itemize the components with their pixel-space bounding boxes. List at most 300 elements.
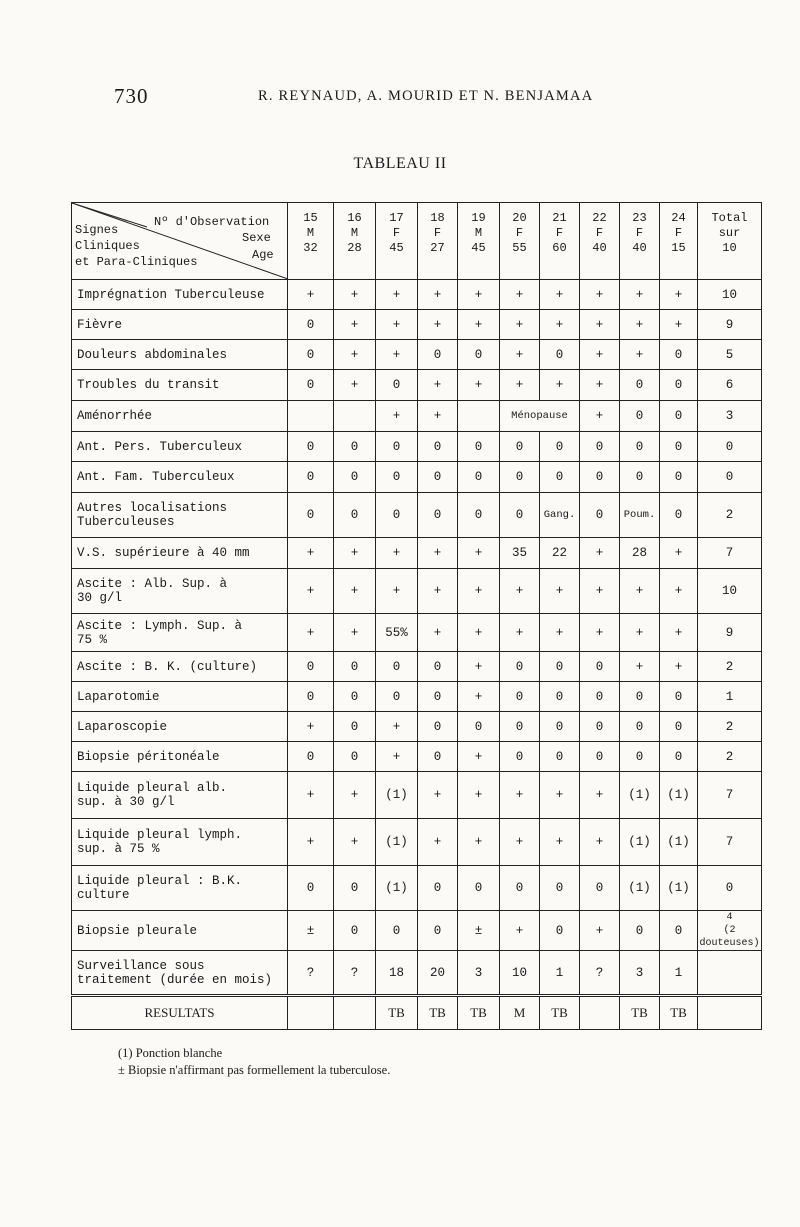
obs-number: 16 (347, 211, 362, 225)
row-label: Fièvre (72, 310, 288, 340)
table-cell: 0 (500, 712, 540, 742)
corner-para-label: et Para-Cliniques (75, 255, 198, 269)
table-cell: 0 (458, 462, 500, 493)
table-cell: 20 (418, 951, 458, 996)
total-header: Total sur 10 (698, 203, 762, 280)
obs-col-header (540, 203, 580, 280)
row-label: Autres localisations Tuberculeuses (72, 493, 288, 538)
table-cell: 0 (376, 652, 418, 682)
table-cell: 0 (376, 911, 418, 951)
row-label: Biopsie péritonéale (72, 742, 288, 772)
table-cell: + (418, 614, 458, 652)
table-cell: + (540, 819, 580, 866)
obs-col-header (418, 203, 458, 280)
row-label: Aménorrhée (72, 401, 288, 432)
obs-sexe: F (595, 226, 604, 240)
obs-col-header (620, 203, 660, 280)
table-cell: + (458, 370, 500, 401)
table-cell: + (500, 280, 540, 310)
table-cell: + (580, 370, 620, 401)
result-cell (288, 996, 334, 1030)
table-cell: (1) (620, 866, 660, 911)
table-cell: 0 (660, 370, 698, 401)
table-cell: + (500, 772, 540, 819)
table-cell: + (458, 280, 500, 310)
table-cell: + (500, 340, 540, 370)
table-cell: 0 (418, 682, 458, 712)
row-total: 0 (698, 866, 762, 911)
row-total: 1 (698, 682, 762, 712)
table-cell: 0 (620, 401, 660, 432)
table-row (72, 310, 762, 340)
table-cell: 0 (540, 462, 580, 493)
table-cell: (1) (660, 866, 698, 911)
table-cell: + (540, 569, 580, 614)
row-total: 2 (698, 742, 762, 772)
table-cell: ? (580, 951, 620, 996)
table-cell: + (500, 614, 540, 652)
table-cell: 10 (500, 951, 540, 996)
table-cell: Poum. (620, 493, 660, 538)
table-cell: 0 (288, 493, 334, 538)
table-cell: 3 (620, 951, 660, 996)
table-cell: + (620, 614, 660, 652)
table-cell: + (334, 819, 376, 866)
result-cell: M (500, 996, 540, 1030)
table-cell: + (458, 652, 500, 682)
table-cell: + (288, 772, 334, 819)
table-cell: 0 (288, 652, 334, 682)
table-cell: 0 (376, 493, 418, 538)
table-cell: + (620, 280, 660, 310)
obs-col-header (660, 203, 698, 280)
table-cell (334, 401, 376, 432)
table-cell: Ménopause (500, 401, 580, 432)
obs-age: 40 (632, 241, 647, 255)
obs-number: 20 (512, 211, 527, 225)
table-cell: 0 (580, 493, 620, 538)
table-cell: + (458, 819, 500, 866)
table-cell: 0 (540, 911, 580, 951)
table-cell: + (580, 401, 620, 432)
table-cell: (1) (376, 772, 418, 819)
table-cell: + (288, 614, 334, 652)
table-cell: 0 (580, 462, 620, 493)
obs-age: 40 (592, 241, 607, 255)
table-cell: + (334, 538, 376, 569)
table-cell: 0 (540, 652, 580, 682)
table-cell: 0 (288, 310, 334, 340)
corner-cliniques-label: Cliniques (75, 239, 140, 253)
table-cell: + (660, 538, 698, 569)
row-total: 6 (698, 370, 762, 401)
table-cell: 0 (620, 742, 660, 772)
row-label: Douleurs abdominales (72, 340, 288, 370)
table-row (72, 462, 762, 493)
row-total: 2 (698, 712, 762, 742)
table-cell: Gang. (540, 493, 580, 538)
table-cell: + (458, 742, 500, 772)
row-label: Biopsie pleurale (72, 911, 288, 951)
table-cell: 0 (376, 682, 418, 712)
table-cell: + (580, 819, 620, 866)
table-cell: 0 (418, 742, 458, 772)
table-row (72, 280, 762, 310)
table-cell: + (376, 742, 418, 772)
row-total: 7 (698, 819, 762, 866)
obs-sexe: F (674, 226, 683, 240)
corner-observation-label: Nº d'Observation (154, 215, 270, 229)
table-cell: + (660, 614, 698, 652)
table-cell: 0 (660, 712, 698, 742)
table-cell: (1) (660, 819, 698, 866)
results-row (72, 996, 762, 1030)
table-cell: + (660, 310, 698, 340)
table-cell: 0 (540, 682, 580, 712)
table-cell: 0 (500, 742, 540, 772)
table-cell: + (376, 340, 418, 370)
row-label: Laparotomie (72, 682, 288, 712)
table-cell: 0 (288, 370, 334, 401)
table-cell: + (458, 772, 500, 819)
table-cell: + (580, 310, 620, 340)
obs-col-header (458, 203, 500, 280)
table-cell: ± (288, 911, 334, 951)
table-cell: 0 (660, 682, 698, 712)
table-cell: 0 (580, 652, 620, 682)
table-cell: 1 (540, 951, 580, 996)
table-cell: 0 (580, 432, 620, 462)
obs-number: 18 (430, 211, 445, 225)
table-cell: 0 (458, 340, 500, 370)
table-cell: + (458, 614, 500, 652)
results-label: RESULTATS (72, 996, 288, 1030)
table-cell: 0 (620, 682, 660, 712)
table-cell: 0 (500, 462, 540, 493)
table-cell: 0 (620, 432, 660, 462)
table-cell: + (540, 614, 580, 652)
table-cell: 0 (334, 712, 376, 742)
table-cell: 0 (500, 866, 540, 911)
row-total: 4 (2 douteuses) (699, 912, 760, 949)
corner-header (72, 203, 288, 280)
table-cell: 0 (334, 682, 376, 712)
corner-sexe-label: Sexe (242, 231, 271, 245)
obs-col-header (376, 203, 418, 280)
obs-number: 15 (303, 211, 318, 225)
table-cell: 22 (540, 538, 580, 569)
table-cell: + (376, 280, 418, 310)
table-cell: + (418, 370, 458, 401)
table-cell: 0 (660, 462, 698, 493)
footnotes (118, 1045, 390, 1079)
table-cell: + (540, 370, 580, 401)
result-cell: TB (660, 996, 698, 1030)
table-cell: 0 (418, 652, 458, 682)
table-cell: 0 (620, 911, 660, 951)
row-total (698, 951, 762, 996)
table-cell: + (376, 569, 418, 614)
table-cell: 0 (620, 370, 660, 401)
table-cell: + (540, 310, 580, 340)
table-cell: + (288, 280, 334, 310)
obs-sexe: F (515, 226, 524, 240)
obs-age: 28 (347, 241, 362, 255)
row-label: Ascite : B. K. (culture) (72, 652, 288, 682)
table-cell: + (288, 569, 334, 614)
obs-number: 17 (389, 211, 404, 225)
table-cell: + (458, 538, 500, 569)
row-total: 3 (698, 401, 762, 432)
table-body (72, 280, 762, 1030)
table-row (72, 772, 762, 819)
obs-age: 45 (471, 241, 486, 255)
table-cell: + (620, 652, 660, 682)
table-cell: 0 (334, 911, 376, 951)
obs-number: 23 (632, 211, 647, 225)
table-cell: + (418, 772, 458, 819)
table-cell: + (580, 538, 620, 569)
obs-age: 15 (671, 241, 686, 255)
result-cell: TB (376, 996, 418, 1030)
table-title: TABLEAU II (353, 155, 447, 172)
row-total: 9 (698, 614, 762, 652)
obs-number: 24 (671, 211, 686, 225)
table-row (72, 401, 762, 432)
table-cell (458, 401, 500, 432)
table-cell: 0 (660, 742, 698, 772)
table-cell: 0 (580, 682, 620, 712)
table-row (72, 370, 762, 401)
table-cell: 0 (500, 682, 540, 712)
page-number: 730 (114, 84, 149, 108)
table-cell: 0 (288, 432, 334, 462)
table-cell: + (500, 911, 540, 951)
table-cell: 0 (418, 866, 458, 911)
table-cell: 0 (540, 340, 580, 370)
table-cell: + (580, 340, 620, 370)
table-cell: + (620, 569, 660, 614)
obs-col-header (500, 203, 540, 280)
table-cell: 0 (334, 652, 376, 682)
table-cell: (1) (620, 819, 660, 866)
table-cell: 0 (418, 493, 458, 538)
table-cell: 3 (458, 951, 500, 996)
table-cell: + (334, 340, 376, 370)
table-cell: + (418, 569, 458, 614)
table-cell: 0 (418, 911, 458, 951)
table-cell: 0 (458, 432, 500, 462)
table-cell: + (580, 614, 620, 652)
table-cell: + (500, 370, 540, 401)
table-cell: + (376, 712, 418, 742)
header-row (72, 203, 762, 280)
table-cell: + (620, 340, 660, 370)
table-cell: 0 (334, 493, 376, 538)
running-head: R. REYNAUD, A. MOURID ET N. BENJAMAA (258, 88, 594, 104)
obs-age: 55 (512, 241, 527, 255)
table-cell: + (334, 280, 376, 310)
result-cell: TB (418, 996, 458, 1030)
obs-age: 27 (430, 241, 445, 255)
table-cell: 18 (376, 951, 418, 996)
obs-number: 22 (592, 211, 607, 225)
table-cell: + (376, 538, 418, 569)
table-row (72, 819, 762, 866)
table-cell: + (376, 310, 418, 340)
table-cell: + (660, 280, 698, 310)
obs-sexe: M (350, 226, 359, 240)
table-cell: + (334, 569, 376, 614)
footnote-1: (1) Ponction blanche (118, 1046, 223, 1060)
table-cell: 0 (288, 682, 334, 712)
table-cell (288, 401, 334, 432)
table-cell: 0 (418, 340, 458, 370)
table-cell: + (334, 310, 376, 340)
table-cell: + (458, 310, 500, 340)
table-cell: 0 (580, 712, 620, 742)
table-cell: + (458, 682, 500, 712)
table-cell: + (580, 911, 620, 951)
table-cell: 0 (288, 462, 334, 493)
table-cell: 1 (660, 951, 698, 996)
table-cell: + (288, 538, 334, 569)
table-cell: 0 (620, 712, 660, 742)
table-cell: 0 (540, 712, 580, 742)
row-label: Ant. Fam. Tuberculeux (72, 462, 288, 493)
obs-col-header (580, 203, 620, 280)
result-cell: TB (458, 996, 500, 1030)
table-cell: 0 (288, 866, 334, 911)
table-cell: 0 (458, 866, 500, 911)
table-cell: 0 (500, 652, 540, 682)
table-row (72, 712, 762, 742)
row-label: Ascite : Alb. Sup. à 30 g/l (72, 569, 288, 614)
table-cell: 0 (288, 742, 334, 772)
observations-table (71, 202, 762, 1030)
table-cell: 0 (334, 742, 376, 772)
row-total: 10 (698, 569, 762, 614)
table-row (72, 432, 762, 462)
table-cell: + (418, 310, 458, 340)
row-label: Ascite : Lymph. Sup. à 75 % (72, 614, 288, 652)
row-total: 0 (698, 432, 762, 462)
table-cell: + (580, 280, 620, 310)
table-row (72, 652, 762, 682)
row-label: Liquide pleural lymph. sup. à 75 % (72, 819, 288, 866)
table-cell: 0 (458, 493, 500, 538)
table-cell: 0 (660, 432, 698, 462)
row-total: 9 (698, 310, 762, 340)
table-cell: (1) (376, 819, 418, 866)
table-cell: 0 (376, 432, 418, 462)
row-total: 2 (698, 652, 762, 682)
table-cell: 0 (580, 866, 620, 911)
table-cell: 55% (376, 614, 418, 652)
row-label: Liquide pleural : B.K. culture (72, 866, 288, 911)
obs-sexe: F (635, 226, 644, 240)
table-cell: 0 (500, 493, 540, 538)
table-cell: 0 (334, 462, 376, 493)
table-cell: + (620, 310, 660, 340)
obs-col-header (288, 203, 334, 280)
corner-age-label: Age (252, 248, 274, 262)
table-cell: 0 (418, 432, 458, 462)
table-cell: (1) (620, 772, 660, 819)
table-cell: + (500, 819, 540, 866)
obs-age: 32 (303, 241, 318, 255)
obs-age: 45 (389, 241, 404, 255)
table-cell: + (418, 538, 458, 569)
row-label: V.S. supérieure à 40 mm (72, 538, 288, 569)
table-row (72, 493, 762, 538)
table-cell: 28 (620, 538, 660, 569)
result-cell: TB (540, 996, 580, 1030)
row-label: Laparoscopie (72, 712, 288, 742)
row-label: Imprégnation Tuberculeuse (72, 280, 288, 310)
table-cell: 35 (500, 538, 540, 569)
table-cell: 0 (376, 370, 418, 401)
table-row (72, 866, 762, 911)
table-cell: + (500, 310, 540, 340)
obs-number: 21 (552, 211, 567, 225)
table-cell: 0 (540, 866, 580, 911)
obs-sexe: F (555, 226, 564, 240)
obs-sexe: M (306, 226, 315, 240)
obs-number: 19 (471, 211, 486, 225)
table-cell: + (418, 819, 458, 866)
row-label: Troubles du transit (72, 370, 288, 401)
table-cell: 0 (660, 911, 698, 951)
table-cell: + (288, 819, 334, 866)
table-cell: 0 (334, 866, 376, 911)
table-row (72, 742, 762, 772)
row-total: 7 (698, 538, 762, 569)
table-cell: 0 (540, 432, 580, 462)
table-cell: ? (288, 951, 334, 996)
table-cell: + (540, 280, 580, 310)
table-cell: + (458, 569, 500, 614)
table-cell: 0 (660, 401, 698, 432)
table-cell: ? (334, 951, 376, 996)
table-row (72, 911, 762, 951)
row-total: 0 (698, 462, 762, 493)
table-cell: + (540, 772, 580, 819)
row-total: 5 (698, 340, 762, 370)
table-row (72, 538, 762, 569)
row-label: Liquide pleural alb. sup. à 30 g/l (72, 772, 288, 819)
table-row (72, 682, 762, 712)
table-cell: 0 (418, 712, 458, 742)
table-row (72, 569, 762, 614)
table-cell: 0 (458, 712, 500, 742)
table-cell: + (660, 569, 698, 614)
table-cell: 0 (660, 493, 698, 538)
table-cell: (1) (376, 866, 418, 911)
obs-col-header (334, 203, 376, 280)
table-cell: + (334, 614, 376, 652)
obs-age: 60 (552, 241, 567, 255)
result-cell (580, 996, 620, 1030)
table-cell: + (580, 569, 620, 614)
table-row (72, 614, 762, 652)
row-label: Ant. Pers. Tuberculeux (72, 432, 288, 462)
table-cell: 0 (540, 742, 580, 772)
table-cell: 0 (288, 340, 334, 370)
table-cell: + (660, 652, 698, 682)
table-cell: (1) (660, 772, 698, 819)
table-cell: 0 (418, 462, 458, 493)
